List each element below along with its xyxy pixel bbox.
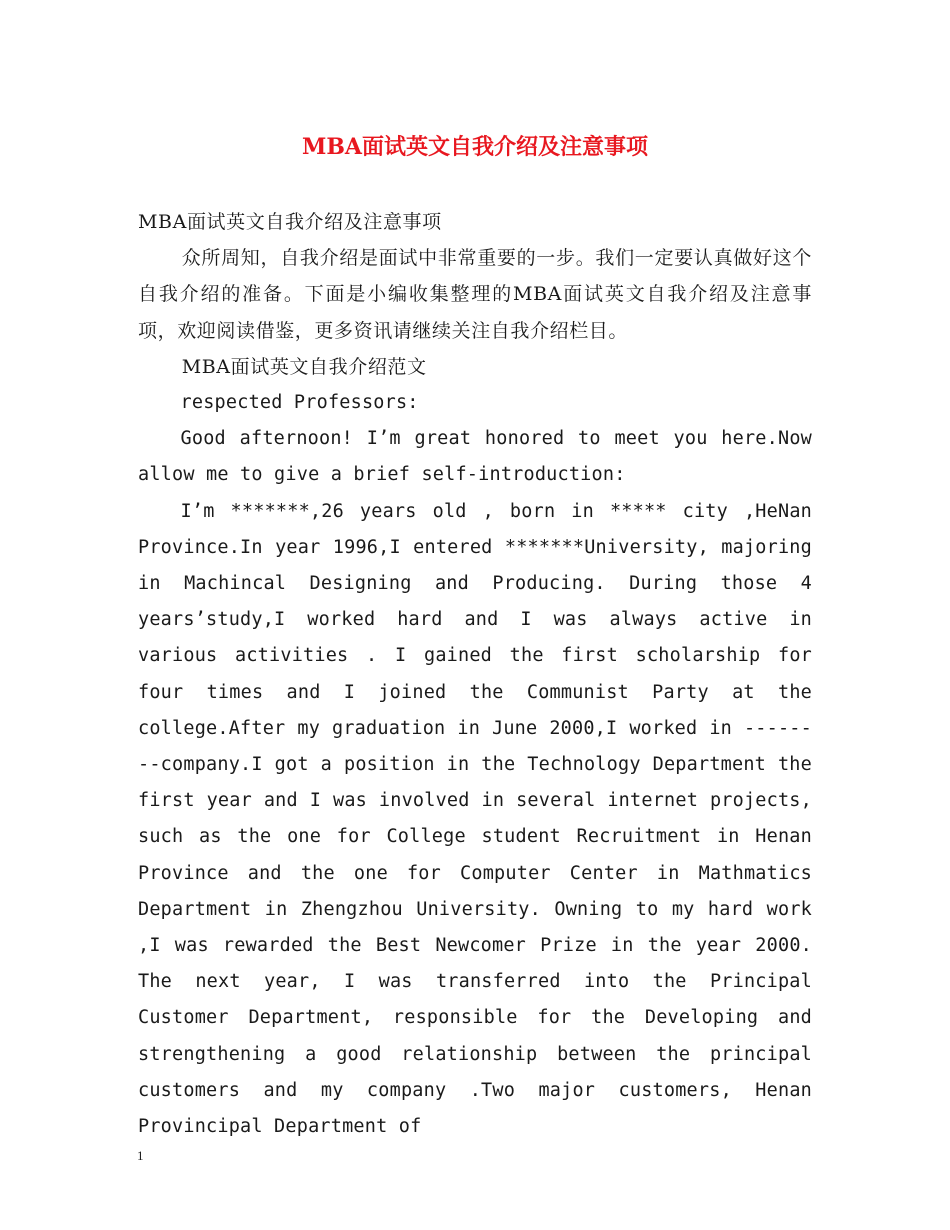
intro-paragraph: 众所周知，自我介绍是面试中非常重要的一步。我们一定要认真做好这个自我介绍的准备。下面是小编收集整理的MBA面试英文自我介绍及注意事项，欢迎阅读借鉴，更多资讯请继续关注自我介绍栏目。 <box>138 247 812 342</box>
document-subtitle: MBA面试英文自我介绍及注意事项 <box>138 211 442 233</box>
section-heading: MBA面试英文自我介绍范文 <box>181 355 427 378</box>
salutation: respected Professors: <box>180 392 419 414</box>
paragraph-body: I’m *******,26 years old , born in ***** city ,HeNan Province.In year 1996,I entered *******University, majoring in Machincal Designing and Producing. During those 4 years’study,I worked hard and I was always active in various activities . I gained the first scholarship for four times and I joined the Communist Party at the college.After my graduation in June 2000,I worked in --------company.I got a position in the Technology Department the first year and I was involved in several internet projects, such as the one for College student Recruitment in Henan Province and the one for Computer Center in Mathmatics Department in Zhengzhou University. Owning to my hard work ,I was rewarded the Best Newcomer Prize in the year 2000. The next year, I was transferred into the Principal Customer Department, responsible for the Developing and strengthening a good relationship between the principal customers and my company .Two major customers, Henan Provincipal Department of <box>138 500 812 1138</box>
document-title: MBA面试英文自我介绍及注意事项 <box>301 134 649 160</box>
document-body <box>138 204 812 1145</box>
paragraph-greeting: Good afternoon! I’m great honored to meet you here.Now allow me to give a brief self-introduction: <box>138 428 812 486</box>
page-number: 1 <box>137 1148 144 1163</box>
